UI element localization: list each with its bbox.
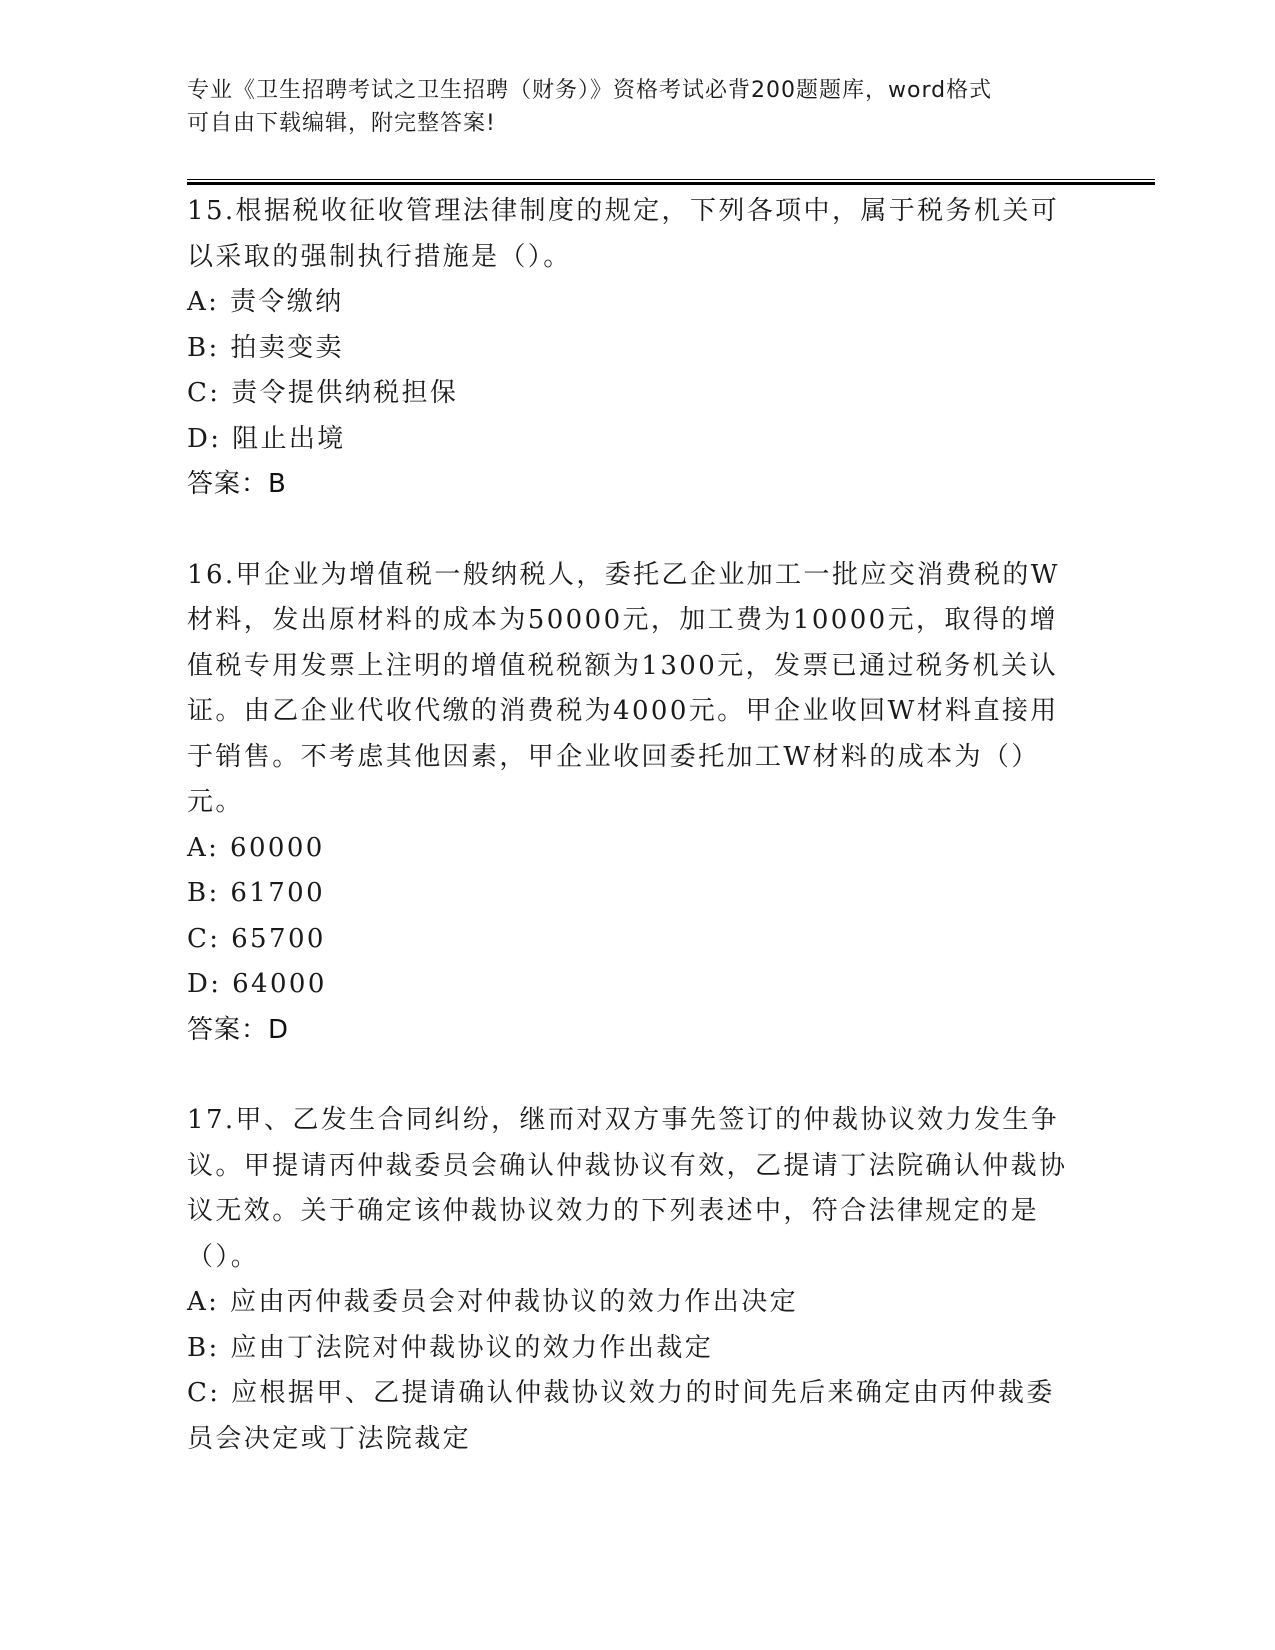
header-divider-thick (187, 182, 1155, 185)
question-17 (187, 1098, 1077, 1462)
header-title-line-1: 专业《卫生招聘考试之卫生招聘（财务）》资格考试必背200题题库，word格式 (187, 78, 993, 103)
question-text: 15.根据税收征收管理法律制度的规定，下列各项中，属于税务机关可以采取的强制执行措施是（）。 (187, 196, 1060, 272)
answer-line: 答案：D (187, 1014, 290, 1045)
option-c: C: 65700 (187, 923, 326, 954)
question-text: 16.甲企业为增值税一般纳税人，委托乙企业加工一批应交消费税的W材料，发出原材料的成本为50000元，加工费为10000元，取得的增值税专用发票上注明的增值税税额为1300元，发票已通过税务机关认证。由乙企业代收代缴的消费税为4000元。甲企业收回W材料直接用于销售。不考虑其他因素，甲企业收回委托加工W材料的成本为（）元。 (187, 559, 1060, 817)
option-d: D: 阻止出境 (187, 423, 346, 454)
option-c: C: 应根据甲、乙提请确认仲裁协议效力的时间先后来确定由丙仲裁委员会决定或丁法院裁定 (187, 1378, 1055, 1454)
option-b: B: 应由丁法院对仲裁协议的效力作出裁定 (187, 1332, 714, 1363)
answer-line: 答案：B (187, 469, 287, 499)
question-text: 17.甲、乙发生合同纠纷，继而对双方事先签订的仲裁协议效力发生争议。甲提请丙仲裁委员会确认仲裁协议有效，乙提请丁法院确认仲裁协议无效。关于确定该仲裁协议效力的下列表述中，符合法律规定的是（）。 (187, 1105, 1068, 1272)
option-a: A: 责令缴纳 (187, 287, 344, 317)
question-15 (187, 189, 1077, 508)
option-a: A: 应由丙仲裁委员会对仲裁协议的效力作出决定 (187, 1287, 799, 1317)
header-title-line-2: 可自由下载编辑，附完整答案! (187, 111, 496, 136)
option-b: B: 61700 (187, 878, 326, 908)
header-divider-thin (187, 179, 1155, 180)
option-b: B: 拍卖变卖 (187, 332, 344, 363)
option-a: A: 60000 (187, 832, 325, 863)
question-16 (187, 553, 1077, 1054)
document-header (187, 74, 1067, 140)
question-spacer (187, 508, 1077, 553)
question-list (187, 189, 1077, 1462)
option-c: C: 责令提供纳税担保 (187, 378, 459, 408)
option-d: D: 64000 (187, 969, 327, 999)
question-spacer (187, 1053, 1077, 1098)
